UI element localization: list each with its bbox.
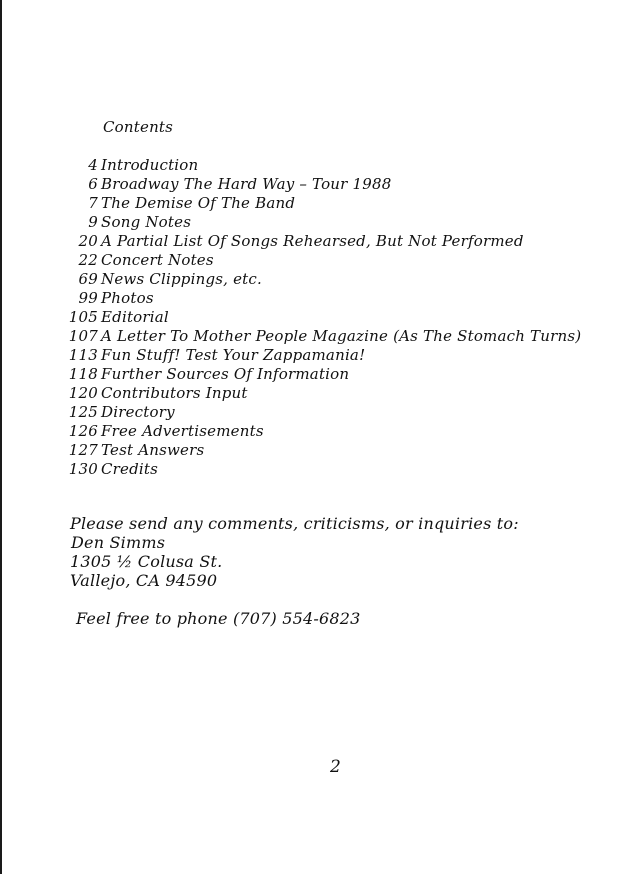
toc-page-number: 126 [68,422,98,440]
toc-entry [58,346,578,365]
toc-page-number: 20 [78,232,98,250]
toc-entry [58,308,578,327]
contact-name: Den Simms [71,533,166,552]
toc-title: Directory [101,403,175,421]
toc-title: Introduction [101,156,199,174]
toc-page-number: 4 [88,156,98,174]
toc-title: Free Advertisements [101,422,264,440]
toc-page-number: 7 [88,194,98,212]
toc-title: Photos [101,289,154,307]
toc-page-number: 22 [78,251,98,269]
toc-entry [58,384,578,403]
contact-block [70,514,550,590]
toc-entry [58,194,578,213]
toc-page-number: 113 [68,346,98,364]
toc-title: A Letter To Mother People Magazine (As The Stomach Turns) [101,327,582,345]
toc-entry [58,156,578,175]
toc-title: News Clippings, etc. [101,270,262,288]
toc-title: A Partial List Of Songs Rehearsed, But Not Performed [101,232,524,250]
toc-entry [58,441,578,460]
toc-entry [58,251,578,270]
toc-page-number: 69 [78,270,98,288]
toc-page-number: 127 [68,441,98,459]
toc-page-number: 125 [68,403,98,421]
contact-city: Vallejo, CA 94590 [70,571,218,590]
toc-title: Editorial [101,308,169,326]
toc-page-number: 130 [68,460,98,478]
toc-title: Concert Notes [101,251,214,269]
phone-line: Feel free to phone (707) 554-6823 [76,609,361,628]
toc-entry [58,175,578,194]
toc-title: Credits [101,460,159,478]
toc-page-number: 120 [68,384,98,402]
toc-page-number: 105 [68,308,98,326]
contents-heading: Contents [103,118,174,136]
page-number: 2 [330,757,342,777]
toc-page-number: 99 [78,289,98,307]
toc-title: Broadway The Hard Way – Tour 1988 [101,175,392,193]
toc-page-number: 6 [88,175,98,193]
toc-entry [58,213,578,232]
toc-entry [58,365,578,384]
toc-entry [58,289,578,308]
page-edge-line [0,0,2,874]
toc-title: Song Notes [101,213,192,231]
toc-page-number: 107 [68,327,98,345]
toc-page-number: 9 [88,213,98,231]
contact-street: 1305 ½ Colusa St. [70,552,223,571]
toc-entry [58,327,582,346]
toc-title: Test Answers [101,441,205,459]
table-of-contents [58,156,582,479]
toc-page-number: 118 [68,365,98,383]
toc-title: The Demise Of The Band [101,194,296,212]
contact-intro: Please send any comments, criticisms, or inquiries to: [70,514,519,533]
toc-entry [58,422,578,441]
toc-entry [58,232,578,251]
toc-title: Further Sources Of Information [101,365,350,383]
toc-title: Contributors Input [101,384,248,402]
toc-entry [58,270,578,289]
toc-entry [58,460,578,479]
toc-title: Fun Stuff! Test Your Zappamania! [101,346,366,364]
toc-entry [58,403,578,422]
